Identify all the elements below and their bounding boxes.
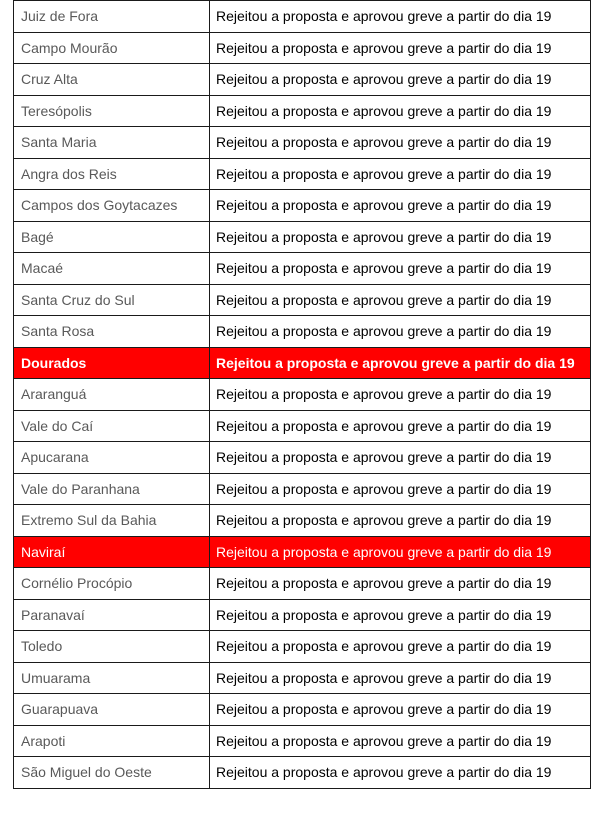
status-cell: Rejeitou a proposta e aprovou greve a partir do dia 19 [210, 127, 591, 159]
status-cell: Rejeitou a proposta e aprovou greve a partir do dia 19 [210, 95, 591, 127]
table-row [14, 64, 591, 96]
table-row [14, 221, 591, 253]
city-cell: Guarapuava [14, 694, 210, 726]
table-row [14, 631, 591, 663]
status-cell: Rejeitou a proposta e aprovou greve a partir do dia 19 [210, 662, 591, 694]
table-row [14, 190, 591, 222]
status-cell: Rejeitou a proposta e aprovou greve a partir do dia 19 [210, 442, 591, 474]
status-cell: Rejeitou a proposta e aprovou greve a partir do dia 19 [210, 694, 591, 726]
city-cell: Arapoti [14, 725, 210, 757]
status-cell: Rejeitou a proposta e aprovou greve a partir do dia 19 [210, 473, 591, 505]
city-cell: Extremo Sul da Bahia [14, 505, 210, 537]
status-cell: Rejeitou a proposta e aprovou greve a partir do dia 19 [210, 536, 591, 568]
city-cell: Araranguá [14, 379, 210, 411]
city-cell: São Miguel do Oeste [14, 757, 210, 789]
table-row [14, 284, 591, 316]
city-cell: Vale do Caí [14, 410, 210, 442]
table-row [14, 253, 591, 285]
city-cell: Macaé [14, 253, 210, 285]
table-row [14, 757, 591, 789]
table-row [14, 1, 591, 33]
status-cell: Rejeitou a proposta e aprovou greve a partir do dia 19 [210, 631, 591, 663]
city-cell: Santa Rosa [14, 316, 210, 348]
table-row [14, 725, 591, 757]
city-cell: Umuarama [14, 662, 210, 694]
status-cell: Rejeitou a proposta e aprovou greve a partir do dia 19 [210, 32, 591, 64]
status-cell: Rejeitou a proposta e aprovou greve a partir do dia 19 [210, 190, 591, 222]
status-cell: Rejeitou a proposta e aprovou greve a partir do dia 19 [210, 599, 591, 631]
city-cell: Apucarana [14, 442, 210, 474]
table-row [14, 442, 591, 474]
status-cell: Rejeitou a proposta e aprovou greve a partir do dia 19 [210, 64, 591, 96]
city-cell: Naviraí [14, 536, 210, 568]
city-cell: Cruz Alta [14, 64, 210, 96]
table-row [14, 568, 591, 600]
status-cell: Rejeitou a proposta e aprovou greve a partir do dia 19 [210, 505, 591, 537]
city-cell: Campo Mourão [14, 32, 210, 64]
status-cell: Rejeitou a proposta e aprovou greve a partir do dia 19 [210, 379, 591, 411]
city-cell: Campos dos Goytacazes [14, 190, 210, 222]
status-cell: Rejeitou a proposta e aprovou greve a partir do dia 19 [210, 158, 591, 190]
table-row [14, 127, 591, 159]
status-cell: Rejeitou a proposta e aprovou greve a partir do dia 19 [210, 253, 591, 285]
status-cell: Rejeitou a proposta e aprovou greve a partir do dia 19 [210, 725, 591, 757]
table-row-highlighted [14, 536, 591, 568]
city-cell: Dourados [14, 347, 210, 379]
table-row [14, 473, 591, 505]
strike-status-table [13, 0, 591, 789]
table-row-highlighted [14, 347, 591, 379]
table-row [14, 379, 591, 411]
status-cell: Rejeitou a proposta e aprovou greve a partir do dia 19 [210, 410, 591, 442]
city-cell: Juiz de Fora [14, 1, 210, 33]
status-cell: Rejeitou a proposta e aprovou greve a partir do dia 19 [210, 221, 591, 253]
status-cell: Rejeitou a proposta e aprovou greve a partir do dia 19 [210, 757, 591, 789]
city-cell: Bagé [14, 221, 210, 253]
city-cell: Toledo [14, 631, 210, 663]
city-cell: Cornélio Procópio [14, 568, 210, 600]
table-row [14, 316, 591, 348]
city-cell: Angra dos Reis [14, 158, 210, 190]
table-row [14, 32, 591, 64]
city-cell: Teresópolis [14, 95, 210, 127]
table-row [14, 599, 591, 631]
city-cell: Santa Maria [14, 127, 210, 159]
city-cell: Vale do Paranhana [14, 473, 210, 505]
city-cell: Paranavaí [14, 599, 210, 631]
status-cell: Rejeitou a proposta e aprovou greve a partir do dia 19 [210, 568, 591, 600]
table-row [14, 410, 591, 442]
table-row [14, 694, 591, 726]
status-cell: Rejeitou a proposta e aprovou greve a partir do dia 19 [210, 347, 591, 379]
table-row [14, 158, 591, 190]
city-cell: Santa Cruz do Sul [14, 284, 210, 316]
status-cell: Rejeitou a proposta e aprovou greve a partir do dia 19 [210, 316, 591, 348]
table-row [14, 95, 591, 127]
status-cell: Rejeitou a proposta e aprovou greve a partir do dia 19 [210, 1, 591, 33]
table-row [14, 505, 591, 537]
status-cell: Rejeitou a proposta e aprovou greve a partir do dia 19 [210, 284, 591, 316]
table-row [14, 662, 591, 694]
